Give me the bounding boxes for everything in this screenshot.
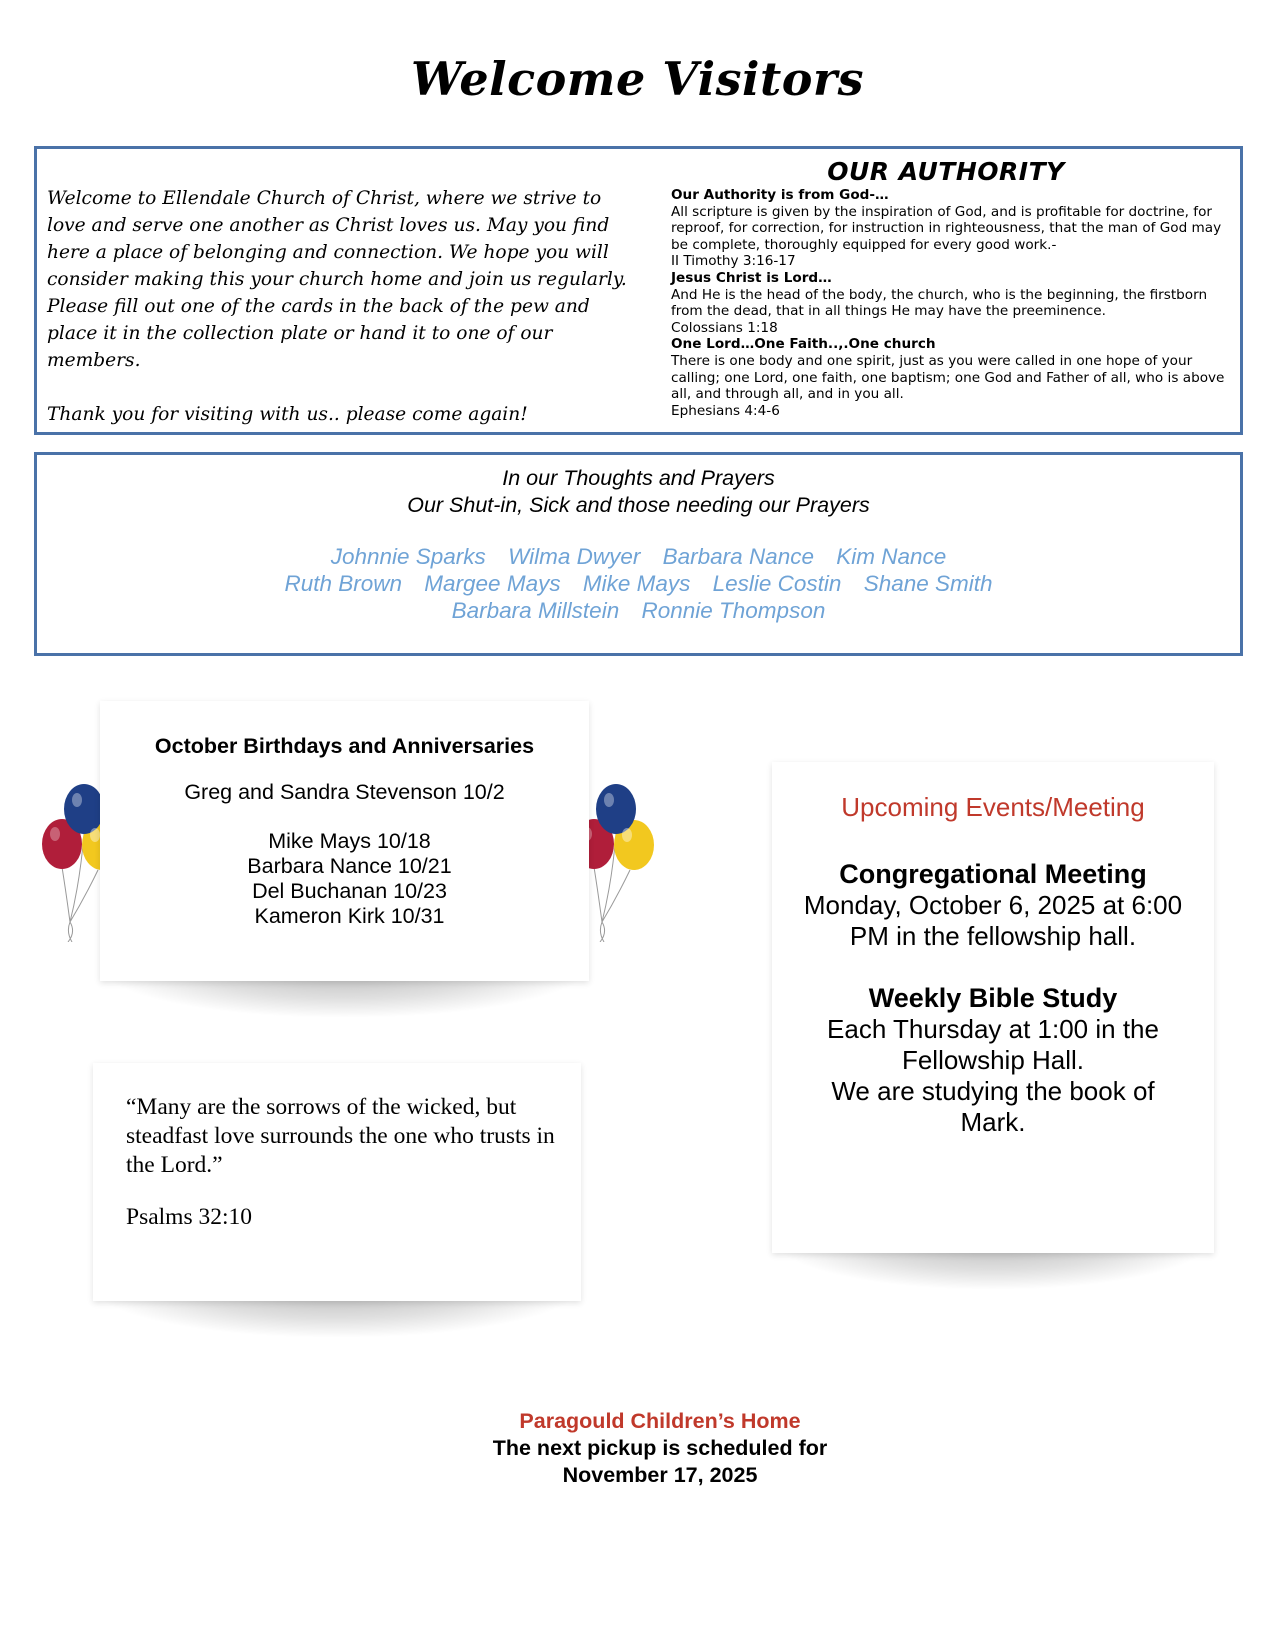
events-title: Upcoming Events/Meeting [841,792,1145,822]
birthday-entry: Kameron Kirk 10/31 [254,904,445,928]
prayer-heading [37,465,1240,519]
childrens-home-title: Paragould Children’s Home [519,1409,801,1433]
events-card [772,762,1214,1253]
prayer-names [37,543,1240,624]
authority-heading: One Lord…One Faith..,.One church [671,336,936,353]
prayer-name: Mike Mays [582,571,691,596]
authority-body: There is one body and one spirit, just as you were called in one hope of your calling; one Lord, one faith, one baptism; one God and Father of all, who is above all, and through all, and in you all. [671,352,1225,403]
prayer-name: Ronnie Thompson [641,598,826,623]
birthday-list [100,829,589,929]
welcome-message [47,185,627,428]
prayer-name: Barbara Nance [662,544,814,569]
prayer-name: Leslie Costin [712,571,842,596]
authority-heading: Jesus Christ is Lord… [671,269,832,286]
event-details: Monday, October 6, 2025 at 6:00 PM in the fellowship hall. [803,890,1183,951]
welcome-thanks: Thank you for visiting with us.. please come again! [47,404,528,425]
authority-section [671,157,1241,419]
authority-heading: Our Authority is from God-… [671,187,889,203]
event-heading: Weekly Bible Study [868,983,1118,1013]
verse-reference: Psalms 32:10 [126,1204,253,1230]
authority-body: All scripture is given by the inspiration of God, and is profitable for doctrine, for reproof, for correction, for instruction in righteousness, that the man of God may be complete, thoroughly equipped for every good work.- [671,203,1222,253]
prayer-name: Barbara Millstein [451,598,620,623]
prayer-heading-line1: In our Thoughts and Prayers [502,466,775,490]
event-details: Each Thursday at 1:00 in the Fellowship Hall. [827,1014,1159,1075]
event-item [772,983,1214,1138]
authority-body: And He is the head of the body, the church, who is the beginning, the firstborn from the dead, that in all things He may have the preeminence. [671,286,1208,320]
card-shadow [97,1287,577,1337]
prayer-name: Johnnie Sparks [330,544,486,569]
pickup-date: November 17, 2025 [562,1463,758,1487]
card-shadow [776,1239,1210,1289]
authority-ref: Colossians 1:18 [671,319,778,336]
event-heading: Congregational Meeting [839,859,1147,889]
prayer-name: Wilma Dwyer [508,544,641,569]
birthday-entry: Barbara Nance 10/21 [247,854,452,878]
verse-quote: “Many are the sorrows of the wicked, but steadfast love surrounds the one who trusts in the Lord.” [126,1094,555,1178]
verse-card [93,1063,581,1301]
pickup-line: The next pickup is scheduled for [492,1436,828,1460]
prayer-name: Margee Mays [424,571,561,596]
prayer-name: Kim Nance [836,544,947,569]
prayer-list-box [34,452,1243,656]
verse-text [126,1093,581,1232]
authority-ref: Ephesians 4:4-6 [671,402,780,419]
prayer-heading-line2: Our Shut-in, Sick and those needing our Prayers [407,493,870,517]
birthdays-card [100,701,589,981]
welcome-paragraph: Welcome to Ellendale Church of Christ, where we strive to love and serve one another as Christ loves us. May you find here a place of belonging and connection. We hope you will consider making this your church home and join us regularly. Please fill out one of the cards in the back of the pew and place it in the collection plate or hand it to one of our members. [47,188,627,371]
event-extra: We are studying the book of Mark. [831,1076,1155,1137]
childrens-home-notice [0,1408,1275,1489]
page-title: Welcome Visitors [410,52,865,106]
prayer-name: Ruth Brown [284,571,403,596]
event-item [772,859,1214,952]
card-shadow [104,967,585,1017]
authority-title: OUR AUTHORITY [827,157,1065,186]
anniversary-entry: Greg and Sandra Stevenson 10/2 [184,780,505,804]
prayer-name: Shane Smith [863,571,993,596]
birthdays-title: October Birthdays and Anniversaries [154,734,535,758]
birthday-entry: Del Buchanan 10/23 [252,879,447,903]
welcome-authority-box [34,146,1243,435]
authority-ref: II Timothy 3:16-17 [671,253,796,270]
birthday-entry: Mike Mays 10/18 [268,829,431,853]
